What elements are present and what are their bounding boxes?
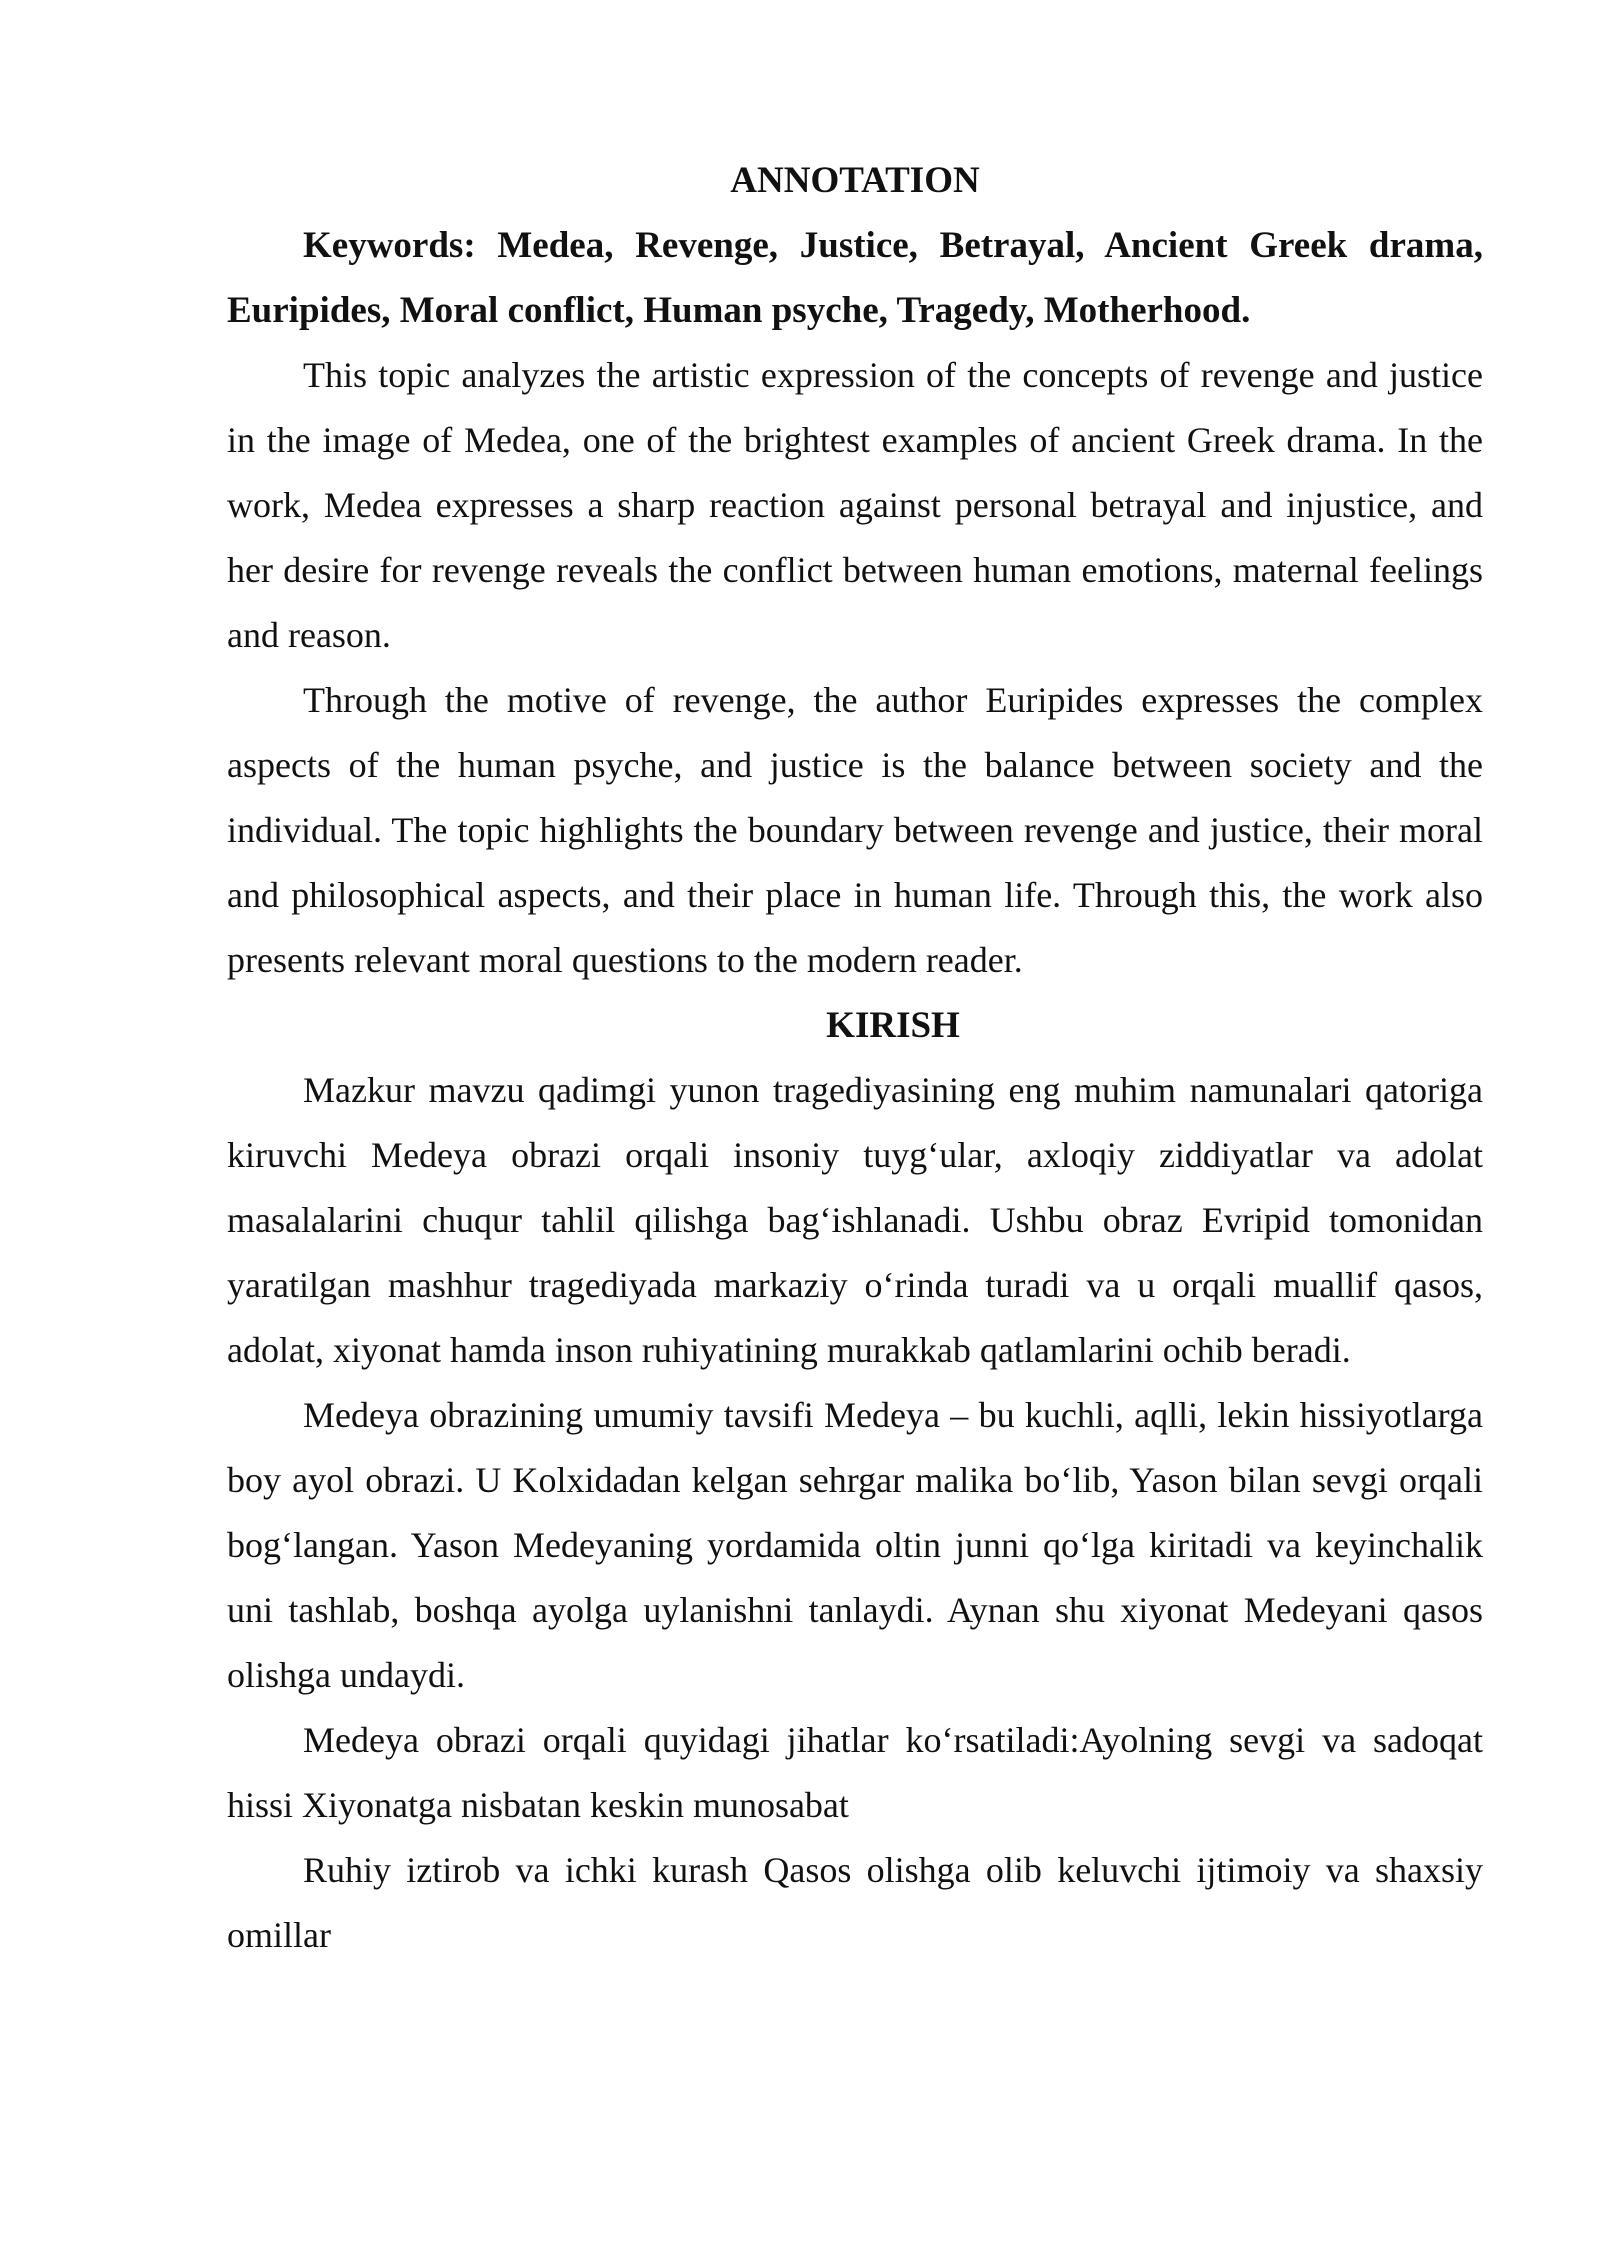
kirish-paragraph-2: Medeya obrazining umumiy tavsifi Medeya – bu kuchli, aqlli, lekin hissiyotlarga boy ayol obrazi. U Kolxidadan kelgan sehrgar malika bo‘lib, Yason bilan sevgi orqali bog‘langan. Yason Medeyaning yordamida oltin junni qo‘lga kiritadi va keyinchalik uni tashlab, boshqa ayolga uylanishni tanlaydi. Aynan shu xiyonat Medeyani qasos olishga undaydi. <box>227 1395 1483 1695</box>
kirish-paragraph-1: Mazkur mavzu qadimgi yunon tragediyasining eng muhim namunalari qatoriga kiruvchi Medeya obrazi orqali insoniy tuyg‘ular, axloqiy ziddiyatlar va adolat masalalarini chuqur tahlil qilishga bag‘ishlanadi. Ushbu obraz Evripid tomonidan yaratilgan mashhur tragediyada markaziy o‘rinda turadi va u orqali muallif qasos, adolat, xiyonat hamda inson ruhiyatining murakkab qatlamlarini ochib beradi. <box>227 1070 1483 1370</box>
keywords-paragraph: Keywords: Medea, Revenge, Justice, Betrayal, Ancient Greek drama, Euripides, Moral conflict, Human psyche, Tragedy, Motherhood. <box>227 225 1483 331</box>
annotation-paragraph-2: Through the motive of revenge, the author Euripides expresses the complex aspects of the human psyche, and justice is the balance between society and the individual. The topic highlights the boundary between revenge and justice, their moral and philosophical aspects, and their place in human life. Through this, the work also presents relevant moral questions to the modern reader. <box>227 680 1483 980</box>
kirish-paragraph-4: Ruhiy iztirob va ichki kurash Qasos olishga olib keluvchi ijtimoiy va shaxsiy omillar <box>227 1850 1483 1955</box>
kirish-paragraph-3: Medeya obrazi orqali quyidagi jihatlar ko‘rsatiladi:Ayolning sevgi va sadoqat hissi Xiyonatga nisbatan keskin munosabat <box>227 1720 1483 1825</box>
kirish-heading: KIRISH <box>826 1005 960 1046</box>
annotation-heading: ANNOTATION <box>730 160 980 201</box>
annotation-paragraph-1: This topic analyzes the artistic expression of the concepts of revenge and justice in the image of Medea, one of the brightest examples of ancient Greek drama. In the work, Medea expresses a sharp reaction against personal betrayal and injustice, and her desire for revenge reveals the conflict between human emotions, maternal feelings and reason. <box>227 355 1483 655</box>
document-page <box>227 148 1483 1968</box>
